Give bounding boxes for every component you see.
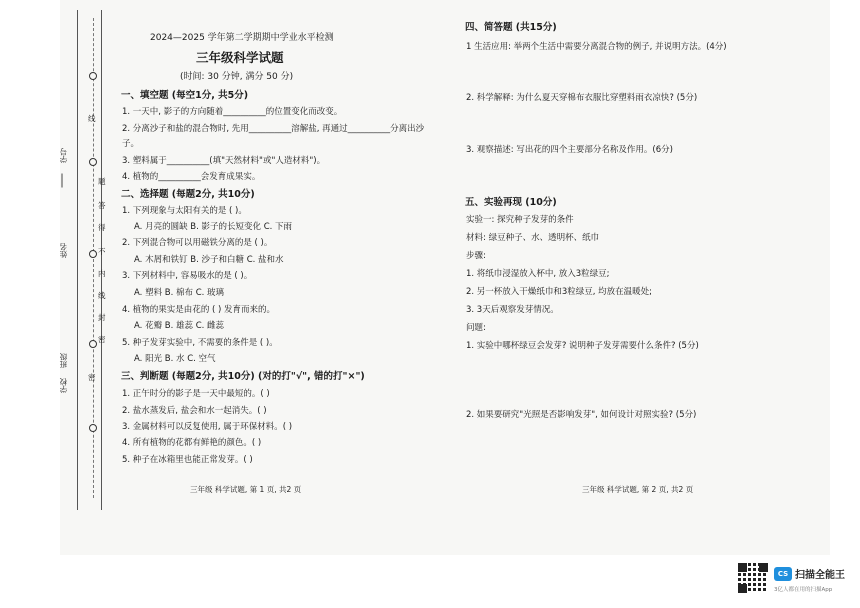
binding-hole-2 bbox=[89, 158, 97, 166]
section-experiment-title: 五、实验再现 (10分) bbox=[465, 197, 557, 208]
section-choice-title: 二、选择题 (每题2分, 共10分) bbox=[121, 189, 255, 200]
footer-page-2: 三年级 科学试题, 第 2 页, 共2 页 bbox=[582, 485, 694, 494]
choice-options: A. 阳光 B. 水 C. 空气 bbox=[134, 354, 216, 364]
student-id-blank bbox=[62, 174, 63, 188]
school-label: 学校 bbox=[59, 378, 68, 393]
short-question: 3. 观察描述: 写出花的四个主要部分名称及作用。(6分) bbox=[466, 145, 673, 155]
experiment-line: 材料: 绿豆种子、水、透明杯、纸巾 bbox=[466, 233, 600, 243]
binding-hole-1 bbox=[89, 72, 97, 80]
fill-item: 2. 分离沙子和盐的混合物时, 先用__________溶解盐, 再通过__________分离出沙 bbox=[122, 124, 425, 134]
choice-options: A. 塑料 B. 棉布 C. 玻璃 bbox=[134, 288, 225, 298]
exam-title: 三年级科学试题 bbox=[196, 50, 284, 65]
binding-char: 题 bbox=[98, 177, 106, 186]
binding-hole-5 bbox=[89, 424, 97, 432]
fill-item: 4. 植物的__________会发育成果实。 bbox=[122, 172, 261, 182]
judge-item: 4. 所有植物的花都有鲜艳的颜色。( ) bbox=[122, 438, 262, 448]
experiment-line: 实验一: 探究种子发芽的条件 bbox=[466, 215, 574, 225]
choice-question: 3. 下列材料中, 容易吸水的是 ( )。 bbox=[122, 271, 253, 281]
class-label: 班级 bbox=[59, 353, 68, 368]
choice-question: 2. 下列混合物可以用磁铁分离的是 ( )。 bbox=[122, 238, 273, 248]
short-question: 1 生活应用: 举两个生活中需要分离混合物的例子, 并说明方法。(4分) bbox=[466, 42, 727, 52]
choice-question: 1. 下列现象与太阳有关的是 ( )。 bbox=[122, 206, 247, 216]
judge-item: 1. 正午时分的影子是一天中最短的。( ) bbox=[122, 389, 270, 399]
binding-char: 线 bbox=[98, 291, 106, 300]
section-short-title: 四、简答题 (共15分) bbox=[465, 22, 557, 33]
section-judge-title: 三、判断题 (每题2分, 共10分) (对的打"√", 错的打"×") bbox=[121, 371, 365, 382]
camscanner-logo-icon: CS bbox=[774, 567, 792, 581]
fill-item: 子。 bbox=[122, 139, 140, 149]
scanner-app-name: 扫描全能王 bbox=[795, 570, 845, 581]
exam-header: 2024—2025 学年第二学期期中学业水平检测 bbox=[150, 33, 334, 43]
experiment-question: 2. 如果要研究"光照是否影响发芽", 如何设计对照实验? (5分) bbox=[466, 410, 697, 420]
binding-hole-3 bbox=[89, 250, 97, 258]
choice-question: 4. 植物的果实是由花的 ( ) 发育而来的。 bbox=[122, 305, 276, 315]
judge-item: 2. 盐水蒸发后, 盐会和水一起消失。( ) bbox=[122, 406, 267, 416]
experiment-line: 步骤: bbox=[466, 251, 486, 261]
name-label: 姓名 bbox=[59, 243, 68, 258]
page-margin bbox=[0, 555, 860, 608]
binding-char: 得 bbox=[98, 223, 106, 232]
experiment-line: 3. 3天后观察发芽情况。 bbox=[466, 305, 559, 315]
experiment-line: 问题: bbox=[466, 323, 486, 333]
student-id-label: 学号 bbox=[59, 148, 68, 163]
binding-char: 封 bbox=[98, 313, 106, 322]
binding-hole-4 bbox=[89, 340, 97, 348]
fill-item: 3. 塑料属于__________(填"天然材料"或"人造材料")。 bbox=[122, 156, 326, 166]
choice-options: A. 木屑和铁钉 B. 沙子和白糖 C. 盐和水 bbox=[134, 255, 284, 265]
exam-info: (时间: 30 分钟, 满分 50 分) bbox=[180, 72, 294, 82]
binding-char: 线 bbox=[88, 114, 96, 123]
binding-char: 内 bbox=[98, 269, 106, 278]
binding-char: 答 bbox=[98, 201, 106, 210]
choice-question: 5. 种子发芽实验中, 不需要的条件是 ( )。 bbox=[122, 338, 278, 348]
section-fill-title: 一、填空题 (每空1分, 共5分) bbox=[121, 90, 249, 101]
fill-item: 1. 一天中, 影子的方向随着__________的位置变化而改变。 bbox=[122, 107, 343, 117]
judge-item: 3. 金属材料可以反复使用, 属于环保材料。( ) bbox=[122, 422, 293, 432]
binding-char: 密 bbox=[88, 373, 96, 382]
choice-options: A. 月亮的圆缺 B. 影子的长短变化 C. 下雨 bbox=[134, 222, 293, 232]
experiment-line: 1. 将纸巾浸湿放入杯中, 放入3粒绿豆; bbox=[466, 269, 610, 279]
binding-char: 不 bbox=[98, 247, 106, 256]
scanner-tagline: 3亿人都在用的扫描App bbox=[774, 587, 833, 593]
judge-item: 5. 种子在冰箱里也能正常发芽。( ) bbox=[122, 455, 253, 465]
footer-page-1: 三年级 科学试题, 第 1 页, 共2 页 bbox=[190, 485, 302, 494]
experiment-line: 2. 另一杯放入干燥纸巾和3粒绿豆, 均放在温暖处; bbox=[466, 287, 652, 297]
short-question: 2. 科学解释: 为什么夏天穿棉布衣服比穿塑料雨衣凉快? (5分) bbox=[466, 93, 698, 103]
scanner-watermark bbox=[738, 563, 856, 603]
binding-char: 密 bbox=[98, 335, 106, 344]
choice-options: A. 花瓣 B. 雄蕊 C. 雌蕊 bbox=[134, 321, 225, 331]
qr-code-icon bbox=[738, 563, 768, 593]
binding-line-outer bbox=[77, 10, 78, 510]
binding-line-inner bbox=[101, 10, 102, 510]
experiment-question: 1. 实验中哪杯绿豆会发芽? 说明种子发芽需要什么条件? (5分) bbox=[466, 341, 699, 351]
